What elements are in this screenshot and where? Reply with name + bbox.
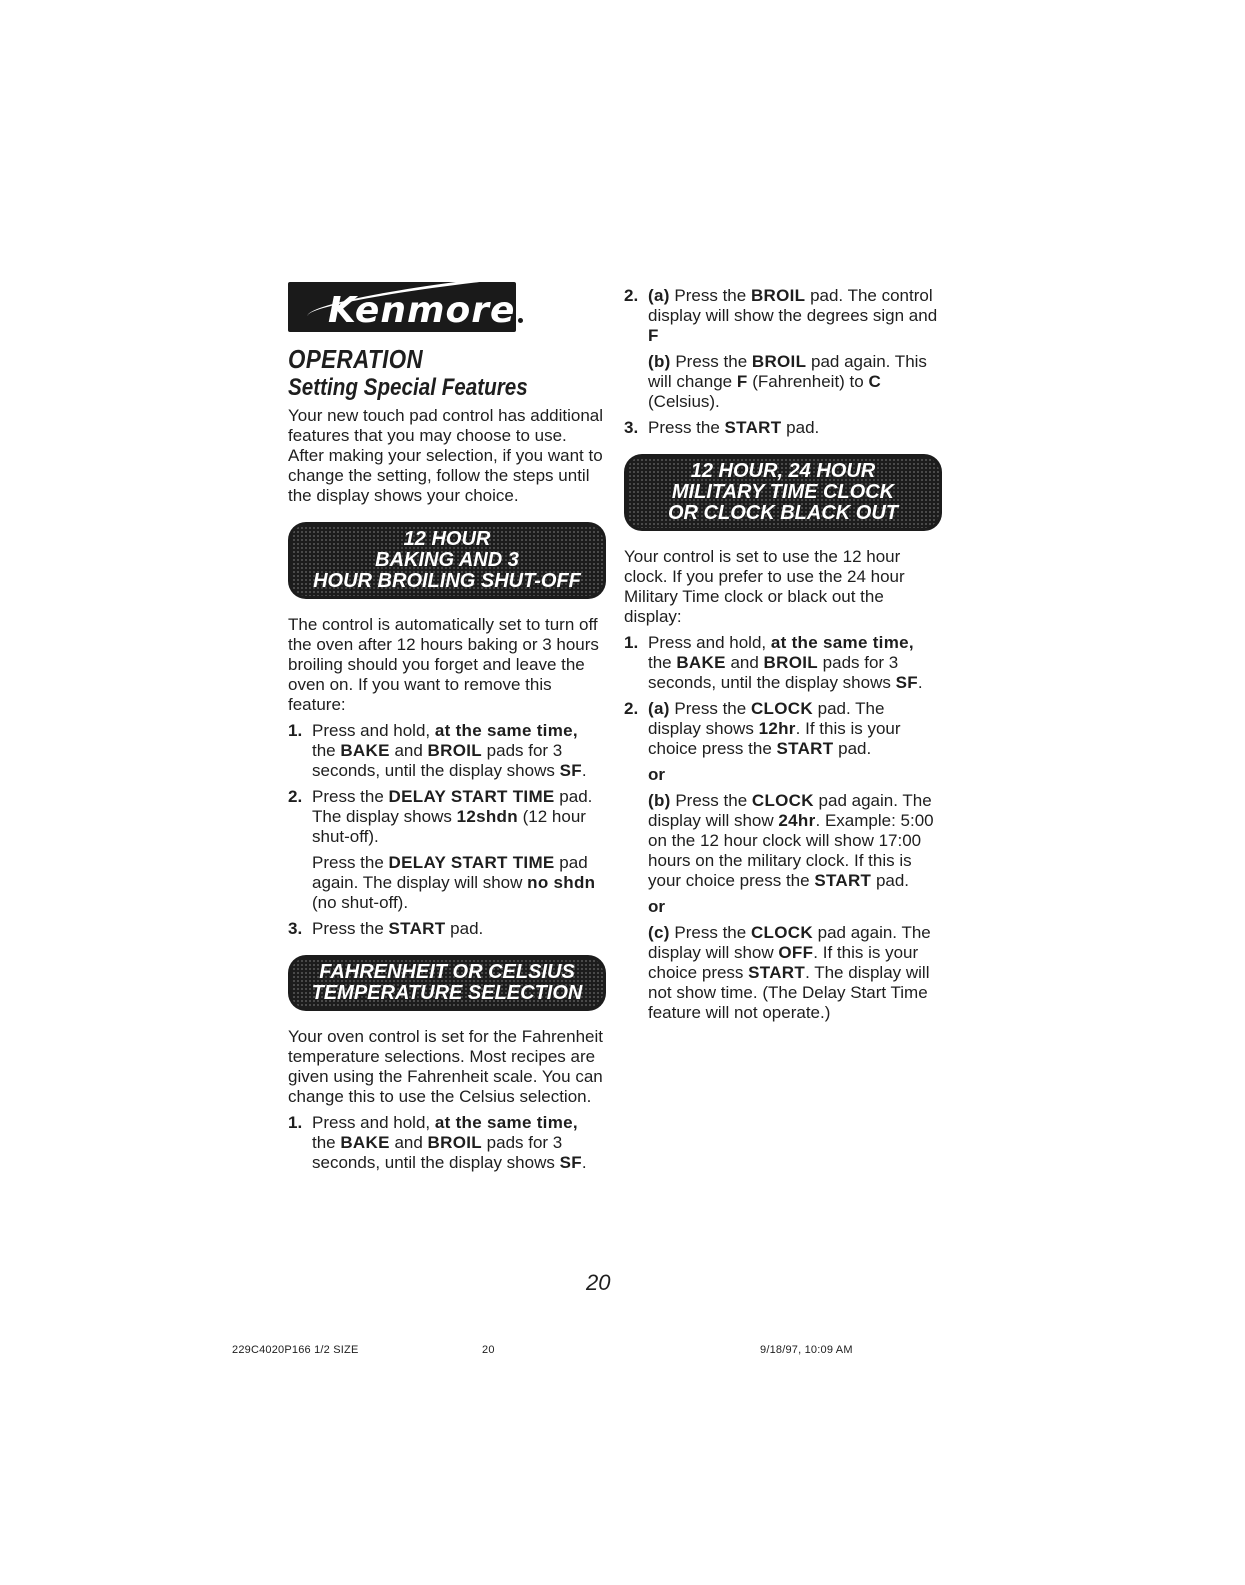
page-number: 20 xyxy=(586,1270,611,1295)
clock-text: Your control is set to use the 12 hour clock. If you prefer to use the 24 hour Military Time clock or black out the display: xyxy=(624,547,905,626)
clock-step-2a: 2. (a) Press the CLOCK pad. The display shows 12hr. If this is your choice press the START pad. xyxy=(624,699,901,758)
intro-text: Your new touch pad control has additional features that you may choose to use. After making your selection, if you want to change the setting, follow the steps until the display shows your choice. xyxy=(288,406,604,505)
shutoff-banner: 12 HOUR BAKING AND 3 HOUR BROILING SHUT-OFF xyxy=(288,522,606,599)
clock-or-2: or xyxy=(648,897,665,916)
fahrenheit-step-2b: (b) Press the BROIL pad again. This will change F (Fahrenheit) to C (Celsius). xyxy=(648,352,927,411)
fahrenheit-step-2a: 2. (a) Press the BROIL pad. The control display will show the degrees sign and F xyxy=(624,286,938,345)
fahrenheit-text: Your oven control is set for the Fahrenheit temperature selections. Most recipes are given using the Fahrenheit scale. You can change this to use the Celsius selection. xyxy=(288,1027,603,1106)
fahrenheit-banner: FAHRENHEIT OR CELSIUS TEMPERATURE SELECTION xyxy=(288,955,606,1011)
fahrenheit-step-3: 3. Press the START pad. xyxy=(624,418,820,437)
section-title: OPERATION xyxy=(288,344,424,374)
shutoff-step-2-again: Press the DELAY START TIME pad again. The display will show no shdn (no shut-off). xyxy=(312,853,596,912)
footer-center: 20 xyxy=(482,1344,495,1356)
section-subtitle: Setting Special Features xyxy=(288,374,528,401)
left-column xyxy=(288,282,606,1179)
clock-step-2c: (c) Press the CLOCK pad again. The display will show OFF. If this is your choice press START. The display will not show time. (The Delay Start Time feature will not operate.) xyxy=(648,923,931,1022)
right-column xyxy=(624,282,942,1029)
footer-left: 229C4020P166 1/2 SIZE xyxy=(232,1344,359,1356)
shutoff-text: The control is automatically set to turn off the oven after 12 hours baking or 3 hours broiling should you forget and leave the oven on. If you want to remove this feature: xyxy=(288,615,599,714)
clock-step-1: 1. Press and hold, at the same time, the BAKE and BROIL pads for 3 seconds, until the display shows SF. xyxy=(624,633,923,692)
clock-step-2b: (b) Press the CLOCK pad again. The display will show 24hr. Example: 5:00 on the 12 hour clock will show 17:00 hours on the military clock. If this is your choice press the START pad. xyxy=(648,791,934,890)
clock-or-1: or xyxy=(648,765,665,784)
shutoff-step-1: 1. Press and hold, at the same time, the BAKE and BROIL pads for 3 seconds, until the display shows SF. xyxy=(288,721,587,780)
footer-right: 9/18/97, 10:09 AM xyxy=(760,1344,853,1356)
shutoff-step-2: 2. Press the DELAY START TIME pad. The display shows 12shdn (12 hour shut-off). xyxy=(288,787,593,846)
shutoff-step-3: 3. Press the START pad. xyxy=(288,919,484,938)
fahrenheit-step-1: 1. Press and hold, at the same time, the BAKE and BROIL pads for 3 seconds, until the display shows SF. xyxy=(288,1113,587,1172)
clock-banner: 12 HOUR, 24 HOUR MILITARY TIME CLOCK OR CLOCK BLACK OUT xyxy=(624,454,942,531)
brand-logo: Kenmore xyxy=(288,282,606,340)
